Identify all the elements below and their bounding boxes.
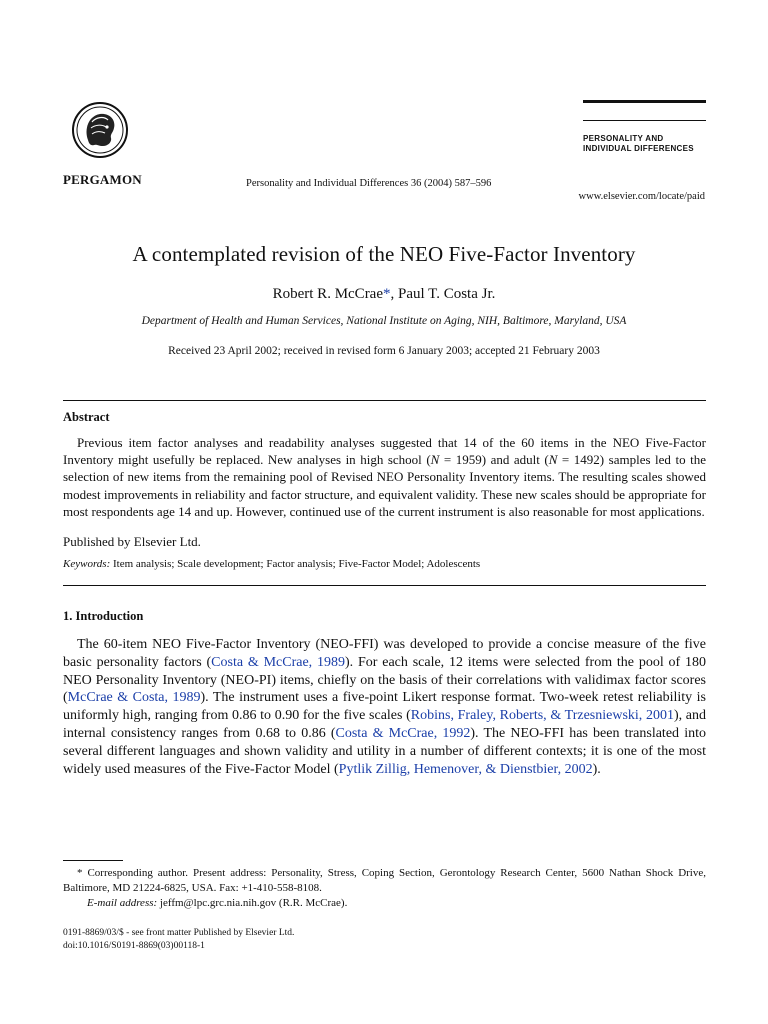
intro-text-part: ). For each scale, 12 items were selected from the pool of 180 NEO Personality Inventory (NEO-PI) items, chiefly on the basis of their correlations with validimax factor scores ( — [63, 654, 706, 706]
author-separator: , — [390, 286, 398, 302]
keywords-label: Keywords: — [63, 558, 111, 570]
intro-text-part: ). — [592, 761, 601, 777]
citation-link[interactable]: Robins, Fraley, Roberts, & Trzesniewski, 2001 — [410, 708, 674, 724]
issn-line: 0191-8869/03/$ - see front matter Published by Elsevier Ltd. — [63, 928, 295, 938]
abstract-text-part: samples led to the selection of new items from the remaining pool of Revised NEO Personality Inventory items. The resulting scales showed modest improvements in reliability and factor structure, and equivalent validity. These new scales should be appropriate for most respondents age 14 and up. However, continued use of the current instrument is also reasonable for most applications. — [63, 452, 706, 519]
footnote-rule — [63, 860, 123, 861]
abstract-text-part: = 1959) and adult ( — [439, 452, 549, 468]
header-rule-thick — [583, 100, 706, 103]
email-address: jeffm@lpc.grc.nia.nih.gov (R.R. McCrae). — [157, 897, 348, 909]
intro-text-part: ). The NEO-FFI has been translated into several different languages and shown validity and utility in a number of different contexts; it is one of the most widely used measures of the Five-Factor Model ( — [63, 725, 706, 777]
abstract-body — [63, 434, 706, 520]
abstract-n-variable: N — [430, 452, 440, 468]
intro-text-part: ), and internal consistency ranges from 0.68 to 0.86 ( — [63, 708, 706, 741]
section-heading-introduction: 1. Introduction — [63, 609, 144, 623]
abstract-n-variable: N — [548, 452, 558, 468]
intro-text-part: ). The instrument uses a five-point Likert response format. Two-week retest reliability is uniformly high, ranging from 0.86 to 0.90 for the five scales ( — [63, 690, 706, 724]
author-mccrae: Robert R. McCrae — [272, 286, 383, 302]
affiliation: Department of Health and Human Services, National Institute on Aging, NIH, Baltimore, Maryland, USA — [141, 315, 627, 327]
abstract-text-part: = 1492) — [557, 452, 605, 468]
pergamon-logo-icon — [70, 100, 130, 160]
intro-text-part: The 60-item NEO Five-Factor Inventory (NEO-FFI) was developed to provide a concise measure of the five basic personality factors ( — [63, 637, 706, 670]
corresponding-author-footnote: * Corresponding author. Present address: Personality, Stress, Coping Section, Gerontology Research Center, 5600 Nathan Shock Drive, Baltimore, MD 21224-6825, USA. Fax: +1-410-558-8108. — [63, 867, 706, 894]
journal-name-line2: INDIVIDUAL DIFFERENCES — [583, 144, 694, 153]
citation-link[interactable]: Pytlik Zillig, Hemenover, & Dienstbier, 2002 — [338, 761, 593, 777]
journal-url-link[interactable]: www.elsevier.com/locate/paid — [578, 191, 705, 202]
journal-name-line1: PERSONALITY AND — [583, 134, 664, 143]
publisher-mark: PERGAMON — [63, 172, 142, 187]
front-matter-info — [63, 927, 294, 953]
abstract-text-part: Previous item factor analyses and readability analyses suggested that 14 of the 60 items in the NEO Five-Factor Inventory might usefully be replaced. New analyses in high school ( — [63, 435, 706, 468]
published-by: Published by Elsevier Ltd. — [63, 534, 201, 549]
email-footnote — [87, 897, 347, 909]
citation-link[interactable]: Costa & McCrae, 1992 — [335, 725, 471, 741]
journal-citation: Personality and Individual Differences 36 (2004) 587–596 — [246, 178, 492, 189]
journal-name — [583, 134, 694, 154]
header-rule-thin — [583, 120, 706, 121]
abstract-bottom-rule — [63, 585, 706, 586]
citation-link[interactable]: McCrae & Costa, 1989 — [67, 690, 201, 706]
doi-line: doi:10.1016/S0191-8869(03)00118-1 — [63, 941, 205, 951]
article-title: A contemplated revision of the NEO Five-Factor Inventory — [132, 242, 636, 266]
abstract-top-rule — [63, 400, 706, 401]
keywords — [63, 558, 480, 570]
author-costa: Paul T. Costa Jr. — [398, 286, 496, 302]
corresponding-author-link[interactable]: * — [383, 286, 391, 302]
abstract-heading: Abstract — [63, 410, 110, 424]
keywords-list: Item analysis; Scale development; Factor analysis; Five-Factor Model; Adolescents — [110, 558, 481, 570]
email-label: E-mail address: — [87, 897, 158, 909]
received-dates: Received 23 April 2002; received in revised form 6 January 2003; accepted 21 February 2003 — [168, 345, 600, 357]
introduction-paragraph — [63, 636, 706, 778]
author-line — [0, 286, 768, 303]
citation-link[interactable]: Costa & McCrae, 1989 — [211, 654, 345, 670]
